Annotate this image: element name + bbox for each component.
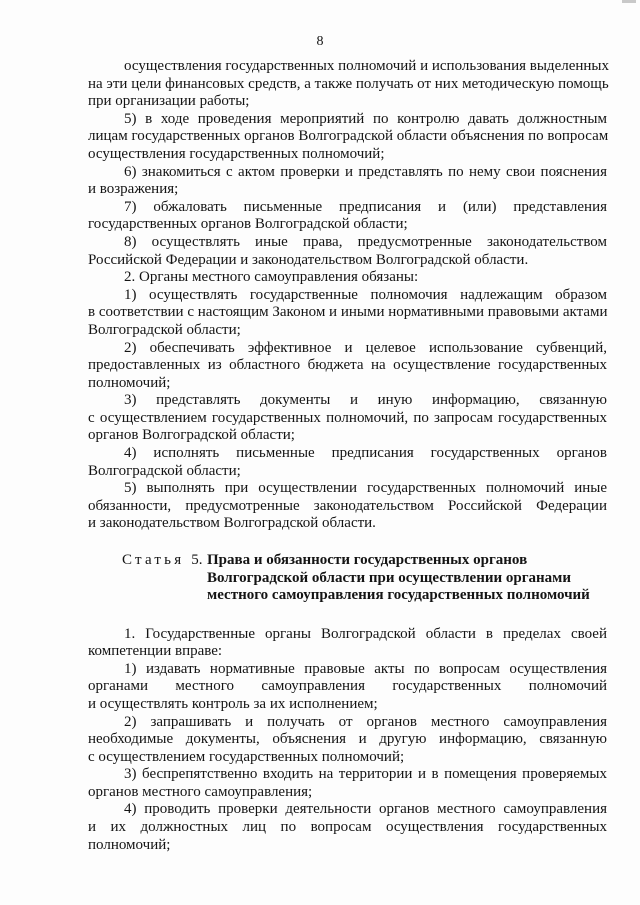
document-body <box>88 58 610 854</box>
paragraph-line: 8) осуществлять иные права, предусмотренные законодательством <box>124 233 607 250</box>
paragraph-line: лицам государственных органов Волгоградской области объяснения по вопросам <box>88 128 609 145</box>
paragraph-line: 5) в ходе проведения мероприятий по контролю давать должностным <box>124 110 607 127</box>
paragraph <box>88 626 607 661</box>
article-heading <box>88 552 607 605</box>
paragraph <box>88 269 607 287</box>
paragraph-line: 2) обеспечивать эффективное и целевое использование субвенций, <box>124 339 607 356</box>
paragraph <box>88 801 607 854</box>
article-title-line: местного самоуправления государственных полномочий <box>207 587 590 604</box>
paragraph <box>88 714 607 767</box>
paragraph-line: с осуществлением государственных полномочий, по запросам государственных <box>88 409 607 426</box>
paragraph-line: 3) беспрепятственно входить на территории и в помещения проверяемых <box>124 766 607 783</box>
scan-corner-mark <box>622 0 636 3</box>
paragraph-line: 7) обжаловать письменные предписания и (или) представления <box>124 198 607 215</box>
paragraph-line: органов местного самоуправления; <box>88 783 313 800</box>
page-number: 8 <box>316 34 324 49</box>
paragraph-line: органов Волгоградской области; <box>88 427 295 444</box>
paragraph-line: 1. Государственные органы Волгоградской области в пределах своей <box>124 625 607 642</box>
paragraph-line: и возражения; <box>88 181 179 198</box>
paragraph <box>88 111 607 164</box>
article-title-line: Права и обязанности государственных органов <box>207 552 528 569</box>
paragraph-line: на эти цели финансовых средств, а также получать от них методическую помощь <box>88 75 609 92</box>
paragraph-line: предоставленных из областного бюджета на осуществление государственных <box>88 357 607 374</box>
paragraph-line: при организации работы; <box>88 93 250 110</box>
paragraph-line: осуществления государственных полномочий; <box>88 145 385 162</box>
article-label-word: Статья <box>122 552 185 569</box>
paragraph <box>88 766 607 801</box>
paragraph <box>88 340 607 393</box>
paragraph-line: и законодательством Волгоградской области. <box>88 515 376 532</box>
paragraph-line: и их должностных лиц по вопросам осуществления государственных <box>88 819 607 836</box>
paragraph-line: Волгоградской области; <box>88 462 241 479</box>
paragraph-line: 1) осуществлять государственные полномочия надлежащим образом <box>124 286 607 303</box>
paragraph-line: 3) представлять документы и иную информацию, связанную <box>124 392 607 409</box>
paragraph-line: 4) проводить проверки деятельности органов местного самоуправления <box>124 801 607 818</box>
paragraph-line: полномочий; <box>88 374 171 391</box>
paragraph-line: осуществления государственных полномочий и использования выделенных <box>124 58 610 74</box>
paragraph <box>88 445 607 480</box>
article-number: 5. <box>191 552 203 569</box>
paragraph-group-top <box>88 58 610 533</box>
paragraph <box>88 392 607 445</box>
paragraph <box>88 661 607 714</box>
paragraph-line: 2) запрашивать и получать от органов местного самоуправления <box>124 713 607 730</box>
paragraph <box>88 199 607 234</box>
article-label <box>122 552 203 570</box>
paragraph <box>88 480 607 533</box>
paragraph-line: и осуществлять контроль за их исполнением; <box>88 695 378 712</box>
paragraph-line: Российской Федерации и законодательством Волгоградской области. <box>88 251 529 268</box>
article-title <box>207 552 607 605</box>
paragraph <box>88 234 607 269</box>
paragraph-line: компетенции вправе: <box>88 643 223 660</box>
paragraph-group-bottom <box>88 626 607 855</box>
paragraph-line: Волгоградской области; <box>88 321 241 338</box>
paragraph-line: 1) издавать нормативные правовые акты по вопросам осуществления <box>124 660 607 677</box>
paragraph-line: 4) исполнять письменные предписания государственных органов <box>124 445 607 462</box>
paragraph <box>88 287 607 340</box>
paragraph-line: обязанности, предусмотренные законодательством Российской Федерации <box>88 497 607 514</box>
paragraph <box>88 58 610 111</box>
paragraph-line: в соответствии с настоящим Законом и иными нормативными правовыми актами <box>88 304 608 321</box>
paragraph-line: необходимые документы, объяснения и другую информацию, связанную <box>88 731 607 748</box>
paragraph-line: 6) знакомиться с актом проверки и представлять по нему свои пояснения <box>124 163 607 180</box>
paragraph-line: органами местного самоуправления государственных полномочий <box>88 678 607 695</box>
paragraph-line: 5) выполнять при осуществлении государственных полномочий иные <box>124 480 607 497</box>
paragraph <box>88 164 607 199</box>
article-title-line: Волгоградской области при осуществлении органами <box>207 569 572 586</box>
paragraph-line: с осуществлением государственных полномочий; <box>88 748 405 765</box>
paragraph-line: 2. Органы местного самоуправления обязаны: <box>124 269 419 286</box>
paragraph-line: полномочий; <box>88 836 171 853</box>
paragraph-line: государственных органов Волгоградской области; <box>88 216 408 233</box>
